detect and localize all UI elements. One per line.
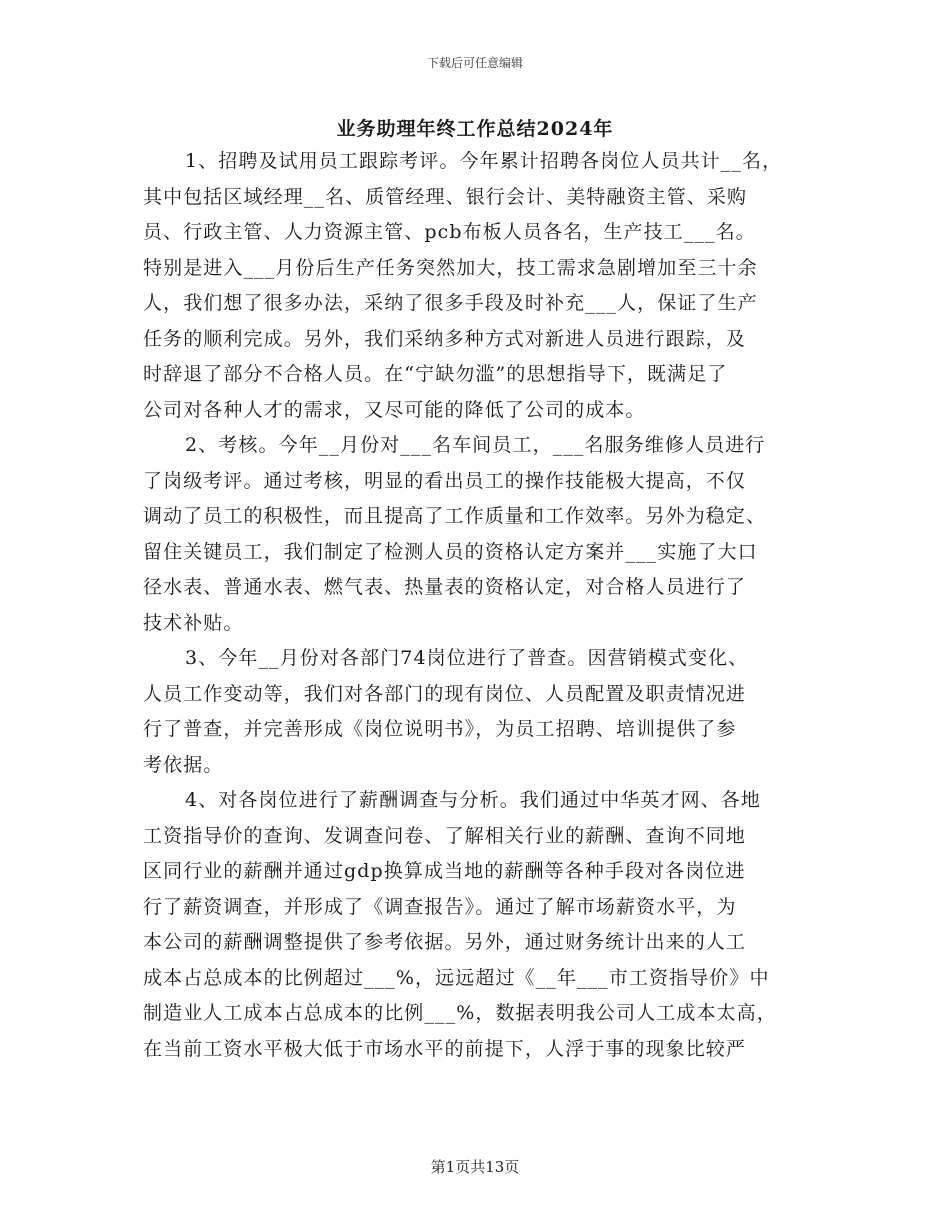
- paragraph-line: 调动了员工的积极性，而且提高了工作质量和工作效率。另外为稳定、: [143, 505, 767, 527]
- paragraph-line: 在当前工资水平极大低于市场水平的前提下，人浮于事的现象比较严: [143, 1037, 747, 1060]
- paragraph-1: [143, 144, 820, 428]
- paragraph-line: 工资指导价的查询、发调查问卷、了解相关行业的薪酬、查询不同地: [143, 824, 747, 847]
- document-body: [143, 144, 820, 1067]
- paragraph-line: 行了薪资调查，并形成了《调查报告》。通过了解市场薪资水平，为: [143, 895, 737, 918]
- paragraph-line: 成本占总成本的比例超过___%，远远超过《__年___市工资指导价》中: [143, 966, 770, 989]
- paragraph-line: 人员工作变动等，我们对各部门的现有岗位、人员配置及职责情况进: [143, 682, 747, 705]
- paragraph-line: 区同行业的薪酬并通过gdp换算成当地的薪酬等各种手段对各岗位进: [143, 860, 746, 882]
- paragraph-line: 任务的顺利完成。另外，我们采纳多种方式对新进人员进行跟踪，及: [143, 327, 747, 350]
- page-footer: 第1页共13页: [430, 1158, 520, 1176]
- paragraph-line: 特别是进入___月份后生产任务突然加大，技工需求急剧增加至三十余: [143, 256, 758, 279]
- paragraph-2: [143, 428, 820, 641]
- paragraph-line: 人，我们想了很多办法，采纳了很多手段及时补充___人，保证了生产: [143, 292, 758, 314]
- paragraph-line: 径水表、普通水表、燃气表、热量表的资格认定，对合格人员进行了: [143, 576, 747, 598]
- header-note: 下载后可任意编辑: [426, 56, 523, 70]
- paragraph-line: 技术补贴。: [143, 611, 244, 634]
- paragraph-line: 行了普查，并完善形成《岗位说明书》，为员工招聘、培训提供了参: [143, 718, 737, 740]
- paragraph-line: 制造业人工成本占总成本的比例___%，数据表明我公司人工成本太高，: [143, 1002, 777, 1024]
- paragraph-line: 时辞退了部分不合格人员。在“宁缺勿滥”的思想指导下，既满足了: [143, 363, 728, 385]
- paragraph-line: 3、今年__月份对各部门74岗位进行了普查。因营销模式变化、: [185, 647, 749, 669]
- paragraph-line: 4、对各岗位进行了薪酬调查与分析。我们通过中华英才网、各地: [185, 789, 761, 811]
- paragraph-line: 留住关键员工，我们制定了检测人员的资格认定方案并___实施了大口: [143, 540, 758, 563]
- paragraph-line: 1、招聘及试用员工跟踪考评。今年累计招聘各岗位人员共计__名，: [185, 150, 783, 172]
- paragraph-4: [143, 783, 820, 1067]
- paragraph-line: 了岗级考评。通过考核，明显的看出员工的操作技能极大提高，不仅: [143, 469, 747, 492]
- paragraph-line: 其中包括区域经理__名、质管经理、银行会计、美特融资主管、采购: [143, 185, 748, 208]
- paragraph-line: 公司对各种人才的需求，又尽可能的降低了公司的成本。: [143, 398, 646, 421]
- paragraph-line: 员、行政主管、人力资源主管、pcb布板人员各名，生产技工___名。: [143, 221, 756, 243]
- paragraph-line: 考依据。: [143, 753, 224, 776]
- paragraph-3: [143, 641, 820, 783]
- paragraph-line: 2、考核。今年__月份对___名车间员工，___名服务维修人员进行: [185, 434, 766, 456]
- paragraph-line: 本公司的薪酬调整提供了参考依据。另外，通过财务统计出来的人工: [143, 931, 747, 953]
- document-title: 业务助理年终工作总结2024年: [336, 118, 614, 140]
